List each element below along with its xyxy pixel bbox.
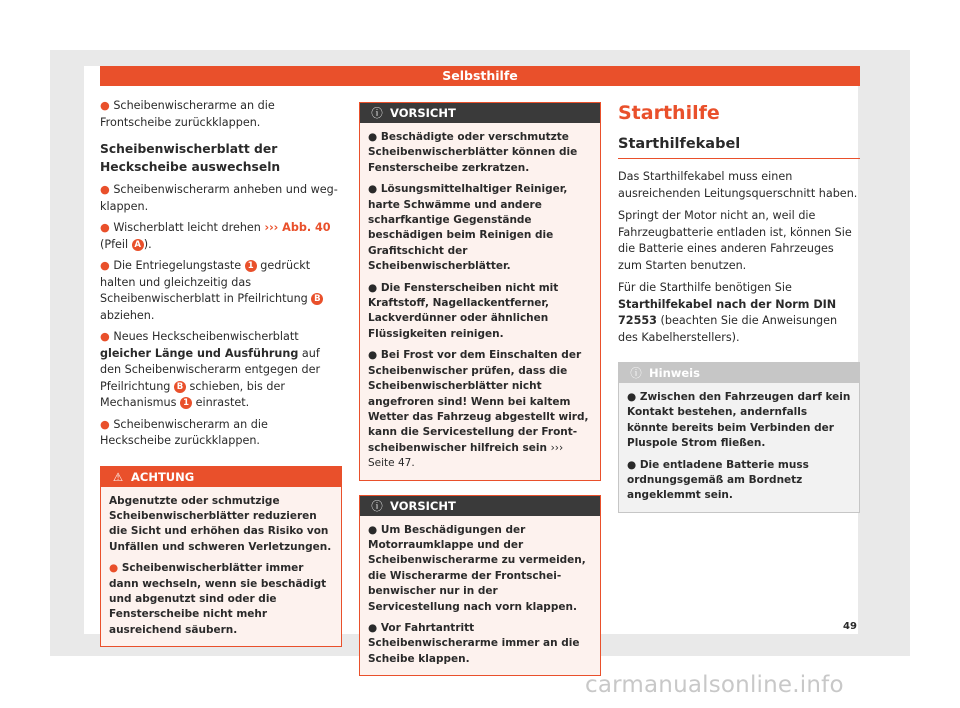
note-box — [618, 362, 860, 513]
caution-item: ● Bei Frost vor dem Einschalten der Scheibenwischer prüfen, dass die Scheibenwischerblätter nicht angefroren sind! Wenn bei kaltem Wetter das Fahrzeug abgestellt wird, kann die Servicestellung der Frontscheibenwischer hilfreich sein ››› Seite 47. — [368, 349, 589, 470]
info-circle-icon: ⓘ — [371, 498, 383, 513]
section-header: Selbsthilfe — [100, 66, 860, 86]
caution-item: ● Vor Fahrtantritt Scheibenwischerarme immer an die Scheibe klappen. — [368, 621, 580, 665]
subsection-title: Starthilfekabel — [618, 136, 860, 159]
caution-box-1 — [359, 102, 601, 481]
warning-box — [100, 466, 342, 648]
note-body — [619, 383, 859, 512]
caution-body — [360, 123, 600, 480]
warning-triangle-icon: ⚠ — [112, 469, 124, 484]
bullet-icon: ● — [100, 330, 110, 343]
bullet-icon: ● — [100, 99, 110, 112]
subheading-rear-wiper: Scheibenwischerblatt der Heckscheibe auswechseln — [100, 142, 281, 174]
caution-header: ⓘ VORSICHT — [360, 103, 600, 123]
caution-item: ● Um Beschädigungen der Motorraumklappe und der Scheibenwischerarme zu vermeiden, die Wischerarme der Frontscheibenwischer nur in der Servicestellung nach vorn klappen. — [368, 523, 586, 613]
caution-box-2 — [359, 495, 601, 677]
section-title: Starthilfe — [618, 102, 720, 124]
caution-header: ⓘ VORSICHT — [360, 496, 600, 516]
list-item: ● Neues Heckscheibenwischerblatt gleicher Länge und Ausführung auf den Scheibenwischerarm entgegen der Pfeilrichtung B schieben, bis der Mechanismus 1 einrastet. — [100, 330, 321, 409]
page-reference-link[interactable]: ››› Seite 47. — [368, 441, 564, 470]
caution-item: ● Die Fensterscheiben nicht mit Kraftstoff, Nagellackentferner, Lackverdünner oder ähnlichen Flüssigkeiten reinigen. — [368, 281, 559, 340]
bullet-icon: ● — [109, 562, 119, 575]
list-item: ● Scheibenwischerarm anheben und wegklappen. — [100, 183, 338, 213]
bullet-icon: ● — [100, 183, 110, 196]
bullet-icon: ● — [100, 417, 110, 431]
paragraph: Das Starthilfekabel muss einen ausreichenden Leitungsquerschnitt haben. — [618, 170, 858, 200]
note-item: ● Die entladene Batterie muss ordnungsgemäß am Bordnetz angeklemmt sein. — [627, 458, 809, 502]
watermark: carmanualsonline.info — [585, 672, 844, 698]
list-item: ● Wischerblatt leicht drehen ››› Abb. 40 (Pfeil A ). — [100, 221, 331, 251]
paragraph: Für die Starthilfe benötigen Sie Starthilfekabel nach der Norm DIN 72553 (beachten Sie die Anweisungen des Kabelherstellers). — [618, 281, 838, 344]
list-item: ● Scheibenwischerarme an die Frontscheibe zurückklappen. — [100, 99, 275, 129]
list-item: ● Die Entriegelungstaste 1 gedrückt halten und gleichzeitig das Scheibenwischerblatt in Pfeilrichtung B abziehen. — [100, 258, 342, 324]
caution-item: ● Beschädigte oder verschmutzte Scheibenwischerblätter können die Fensterscheibe zerkratzen. — [368, 131, 578, 174]
bullet-icon: ● — [100, 221, 110, 234]
info-circle-icon: ⓘ — [371, 106, 383, 120]
figure-reference-link[interactable]: ››› Abb. 40 — [264, 221, 331, 234]
note-header: ⓘ Hinweis — [619, 363, 859, 383]
list-item: ● Scheibenwischerarm an die Heckscheibe zurückklappen. — [100, 417, 268, 447]
marker-1: 1 — [245, 260, 257, 272]
bullet-icon: ● — [100, 259, 110, 272]
paragraph: Springt der Motor nicht an, weil die Fahrzeugbatterie entladen ist, können Sie die Batterie eines anderen Fahrzeuges zum Starten benutzen. — [618, 209, 852, 272]
info-square-icon: ⓘ — [630, 366, 642, 380]
column-1 — [100, 98, 342, 647]
marker-a: A — [132, 239, 144, 251]
marker-b: B — [311, 293, 323, 305]
marker-1: 1 — [180, 397, 192, 409]
warning-body — [101, 487, 341, 647]
note-item: ● Zwischen den Fahrzeugen darf kein Kontakt bestehen, andernfalls könnte bereits beim Verbinden der Pluspole Strom fließen. — [627, 391, 851, 450]
caution-body — [360, 516, 600, 676]
warning-item: ● Scheibenwischerblätter immer dann wechseln, wenn sie beschädigt und abgenutzt sind oder die Fensterscheibe nicht mehr ausreichend säubern. — [109, 562, 327, 636]
caution-item: ● Lösungsmittelhaltiger Reiniger, harte Schwämme und andere scharfkantige Gegenstände beschädigen beim Reinigen die Grafitschicht der Scheibenwischerblätter. — [368, 183, 568, 273]
column-2 — [359, 102, 601, 676]
warning-header: ⚠ ACHTUNG — [101, 467, 341, 487]
page-number: 49 — [843, 621, 857, 632]
warning-text: Abgenutzte oder schmutzige Scheibenwischerblätter reduzieren die Sicht und erhöhen das Risiko von Unfällen und schweren Verletzungen. — [109, 494, 332, 553]
marker-b: B — [174, 381, 186, 393]
column-3 — [618, 100, 860, 513]
